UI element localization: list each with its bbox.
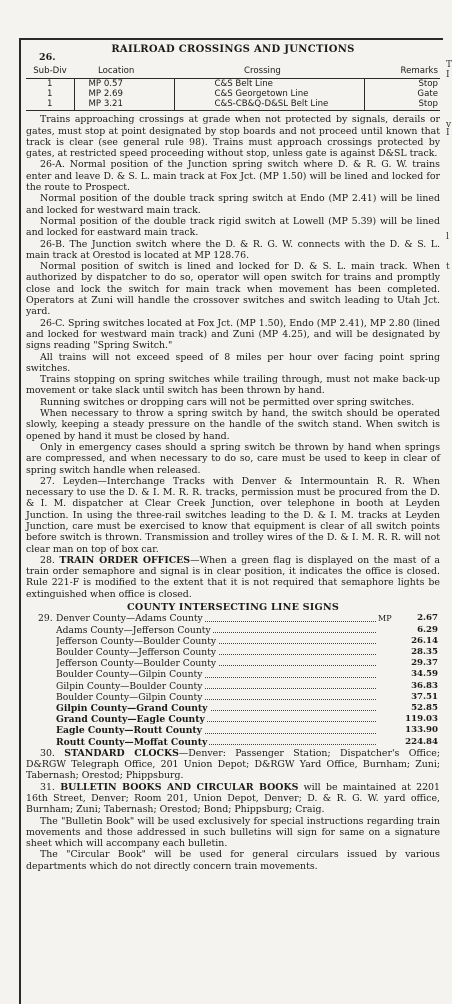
adjacent-page-edge-4: l — [446, 232, 449, 242]
table-row — [26, 703, 440, 714]
section-31 — [26, 782, 440, 816]
county-sign-mp-value: 34.59 — [411, 669, 438, 680]
county-sign-label: Adams County—Jefferson County — [56, 624, 211, 636]
county-sign-name — [56, 725, 378, 736]
table-row — [26, 647, 440, 658]
county-sign-label: Routt County—Moffat County — [56, 736, 208, 748]
col-location: Location — [74, 66, 174, 79]
section-30-number: 30. — [40, 747, 55, 759]
county-sign-mp-value: 133.90 — [405, 725, 438, 736]
crossings-table — [26, 66, 440, 111]
adjacent-page-edge-2: v — [446, 120, 452, 130]
mp-label — [378, 669, 396, 680]
county-sign-number — [26, 737, 56, 748]
county-sign-number — [26, 725, 56, 736]
section-26c-p6: Only in emergency cases should a spring switch be thrown by hand when springs are compressed, and when necessary to do so, care must be used to keep in clear of spring switch handle when released. — [26, 441, 440, 476]
section-26a-p1: 26-A. Normal position of the Junction spring switch where D. & R. G. W. trains enter and leave D. & S. L. main track at Fox Jct. (MP 1.50) will be lined and locked for the route to Prospect. — [26, 159, 440, 194]
county-sign-name — [56, 625, 378, 636]
county-sign-label: Jefferson County—Boulder County — [56, 658, 217, 670]
county-sign-mp-value: 2.67 — [417, 613, 438, 624]
mp-label — [378, 636, 396, 647]
mp-label — [378, 692, 396, 703]
section-26b-p1: 26-B. The Junction switch where the D. & R. G. W. connects with the D. & S. L. main track at Orestod is located at MP 128.76. — [26, 238, 440, 261]
mp-label — [378, 725, 396, 736]
section-30 — [26, 748, 440, 782]
county-signs-title: COUNTY INTERSECTING LINE SIGNS — [127, 602, 339, 614]
county-sign-label: Jefferson County—Boulder County — [56, 635, 217, 647]
county-sign-number — [26, 636, 56, 647]
section-26-title: RAILROAD CROSSINGS AND JUNCTIONS — [111, 44, 355, 55]
mp-label: MP — [378, 614, 392, 624]
section-26c-p1: 26-C. Spring switches located at Fox Jct. (MP 1.50), Endo (MP 2.41), MP 2.80 (lined and locked for westward main track) and Zuni (MP 4.25), and will be designated by signs reading "Spring Switch." — [26, 317, 440, 352]
county-sign-label: Grand County—Eagle County — [56, 714, 205, 726]
section-31-text: will be maintained at 2201 16th Street, Denver; Room 201, Union Depot, Denver; D. & R. G. W. yard office, Burnham; Zuni; Tabernash; Orestod; Bond; Phippsburg; Craig. — [26, 781, 440, 816]
cell-crossing: C&S-CB&Q-D&SL Belt Line — [174, 99, 364, 111]
county-sign-name — [56, 658, 378, 669]
county-sign-mp-value: 52.85 — [411, 702, 438, 713]
section-28-number: 28. — [40, 554, 55, 566]
section-26-number: 26. — [39, 52, 56, 63]
cell-subdiv: 1 — [47, 89, 53, 100]
county-signs-table — [26, 613, 440, 747]
county-sign-name — [56, 669, 378, 680]
cell-location: MP 2.69 — [74, 89, 174, 99]
col-subdiv: Sub-Div — [26, 66, 74, 79]
county-sign-name — [56, 681, 378, 692]
county-sign-label: Boulder County—Gilpin County — [56, 669, 203, 681]
section-31-p2: The "Bulletin Book" will be used exclusively for special instructions regarding train movements and those addressed in such bulletins will sign for same on a signature sheet which will accompany each bulletin. — [26, 815, 440, 850]
table-row — [26, 636, 440, 647]
county-sign-mp-value: 36.83 — [411, 680, 438, 691]
section-26b-p2: Normal position of switch is lined and locked for D. & S. L. main track. When authorized by dispatcher to do so, operator will open switch for trains and promptly close and lock the switch for main track when movement has been completed. Operators at Zuni will handle the crossover switches and switch leading to Utah Jct. yard. — [26, 261, 440, 318]
county-sign-name — [56, 703, 378, 714]
county-sign-name — [56, 647, 378, 658]
section-26-intro: Trains approaching crossings at grade when not protected by signals, derails or gates, must stop at point designated by stop boards and not proceed until known that track is clear (see general rule 98). Trains must approach crossings protected by gates, at restricted speed proceeding without stop, unless gate is against D&SL track. — [26, 114, 440, 160]
table-row — [26, 99, 440, 111]
table-row — [26, 692, 440, 703]
mp-label — [378, 737, 396, 748]
county-sign-number — [26, 669, 56, 680]
section-26c-p2: All trains will not exceed speed of 8 miles per hour over facing point spring switches. — [26, 351, 440, 374]
section-28 — [26, 555, 440, 600]
section-26-header — [26, 44, 440, 63]
section-31-number: 31. — [40, 781, 55, 793]
section-27: 27. Leyden—Interchange Tracks with Denver & Intermountain R. R. When necessary to use the D. & I. M. R. R. tracks, permission must be procured from the D. & I. M. dispatcher at Clear Creek Junction, over telephone in booth at Leyden Junction. In using the three-rail switches leading to the D. & I. M. tracks at Leyden Junction, care must be exercised to know that equipment is clear of all switch points before switch is thrown. Transmission and trolley wires of the D. & I. M. R. R. will not clear man on top of box car. — [26, 475, 440, 555]
county-sign-number — [26, 681, 56, 692]
section-28-text: —When a green flag is displayed on the mast of a train order semaphore and signal is in clear position, it indicates the office is closed. Rule 221-F is modified to the extent that it is not required that semaphore lights be extinguished when office is closed. — [26, 554, 441, 600]
section-31-p3: The "Circular Book" will be used for general circulars issued by various departments which do not directly concern train movements. — [26, 849, 440, 872]
section-30-heading: STANDARD CLOCKS — [64, 747, 179, 759]
county-sign-label: Eagle County—Routt County — [56, 725, 202, 737]
county-sign-mp-value: 28.35 — [411, 646, 438, 657]
table-row — [26, 658, 440, 669]
cell-crossing: C&S Belt Line — [174, 79, 364, 90]
table-row — [26, 725, 440, 736]
table-row — [26, 714, 440, 725]
section-26c-p4: Running switches or dropping cars will not be permitted over spring switches. — [40, 396, 415, 408]
section-26c-p3: Trains stopping on spring switches while trailing through, must not make back-up movement or take slack until switch has been thrown by hand. — [26, 374, 440, 397]
section-28-heading: TRAIN ORDER OFFICES — [59, 554, 191, 566]
county-sign-number — [26, 658, 56, 669]
county-sign-number: 29. — [38, 613, 53, 625]
county-sign-label: Gilpin County—Boulder County — [56, 680, 203, 692]
mp-label — [378, 681, 396, 692]
county-sign-mp-value: 37.51 — [411, 691, 438, 702]
section-26a-p2: Normal position of the double track spring switch at Endo (MP 2.41) will be lined and locked for westward main track. — [26, 193, 440, 216]
mp-label — [378, 703, 396, 714]
table-row — [26, 737, 440, 748]
county-sign-label: Gilpin County—Grand County — [56, 702, 208, 714]
county-sign-label: Denver County—Adams County — [56, 613, 203, 625]
mp-label — [378, 647, 396, 658]
cell-location: MP 3.21 — [74, 99, 174, 111]
cell-subdiv: 1 — [47, 79, 53, 90]
county-sign-number — [26, 625, 56, 636]
cell-remarks: Gate — [364, 89, 440, 99]
county-sign-mp-value: 224.84 — [405, 736, 438, 747]
col-crossing: Crossing — [174, 66, 364, 79]
table-row — [26, 613, 440, 624]
mp-label — [378, 658, 396, 669]
county-sign-number — [26, 703, 56, 714]
county-sign-mp-value: 29.37 — [411, 658, 438, 669]
county-sign-name — [56, 737, 378, 748]
table-row — [26, 625, 440, 636]
county-sign-number — [26, 692, 56, 703]
county-sign-mp-value: 6.29 — [417, 624, 438, 635]
county-sign-name — [56, 692, 378, 703]
county-sign-name — [56, 613, 378, 624]
cell-crossing: C&S Georgetown Line — [174, 89, 364, 99]
cell-subdiv: 1 — [26, 99, 74, 111]
county-sign-mp-value: 119.03 — [405, 714, 438, 725]
county-sign-label: Boulder County—Gilpin County — [56, 691, 203, 703]
col-remarks: Remarks — [364, 66, 440, 79]
table-row — [26, 669, 440, 680]
county-sign-name — [56, 714, 378, 725]
mp-label — [378, 625, 396, 636]
county-sign-label: Boulder County—Jefferson County — [56, 646, 217, 658]
section-30-text: —Denver: Passenger Station; Dispatcher's Office; D&RGW Telegraph Office, 201 Union Depot; D&RGW Yard Office, Burnham; Zuni; Tabernash; Orestod; Phippsburg. — [26, 747, 440, 782]
section-26c-p5: When necessary to throw a spring switch by hand, the switch should be operated slowly, keeping a steady pressure on the handle of the switch stand. When switch is opened by hand it must be closed by hand. — [26, 408, 440, 442]
document-content — [26, 44, 440, 872]
cell-remarks: Stop — [364, 79, 440, 90]
table-row — [26, 89, 440, 99]
county-sign-name — [56, 636, 378, 647]
adjacent-page-edge-5: t — [446, 262, 450, 272]
county-sign-mp-value: 26.14 — [411, 635, 438, 646]
cell-remarks: Stop — [364, 99, 440, 111]
county-sign-number — [26, 714, 56, 725]
county-sign-number — [26, 647, 56, 658]
table-row — [26, 681, 440, 692]
section-31-heading: BULLETIN BOOKS AND CIRCULAR BOOKS — [60, 781, 299, 793]
mp-label — [378, 714, 396, 725]
adjacent-page-edge-3: I — [446, 128, 450, 138]
adjacent-page-edge: T I — [446, 60, 452, 80]
section-26a-p3: Normal position of the double track rigid switch at Lowell (MP 5.39) will be lined and locked for eastward main track. — [26, 215, 440, 239]
cell-location: MP 0.57 — [74, 79, 174, 90]
table-row — [26, 79, 440, 90]
